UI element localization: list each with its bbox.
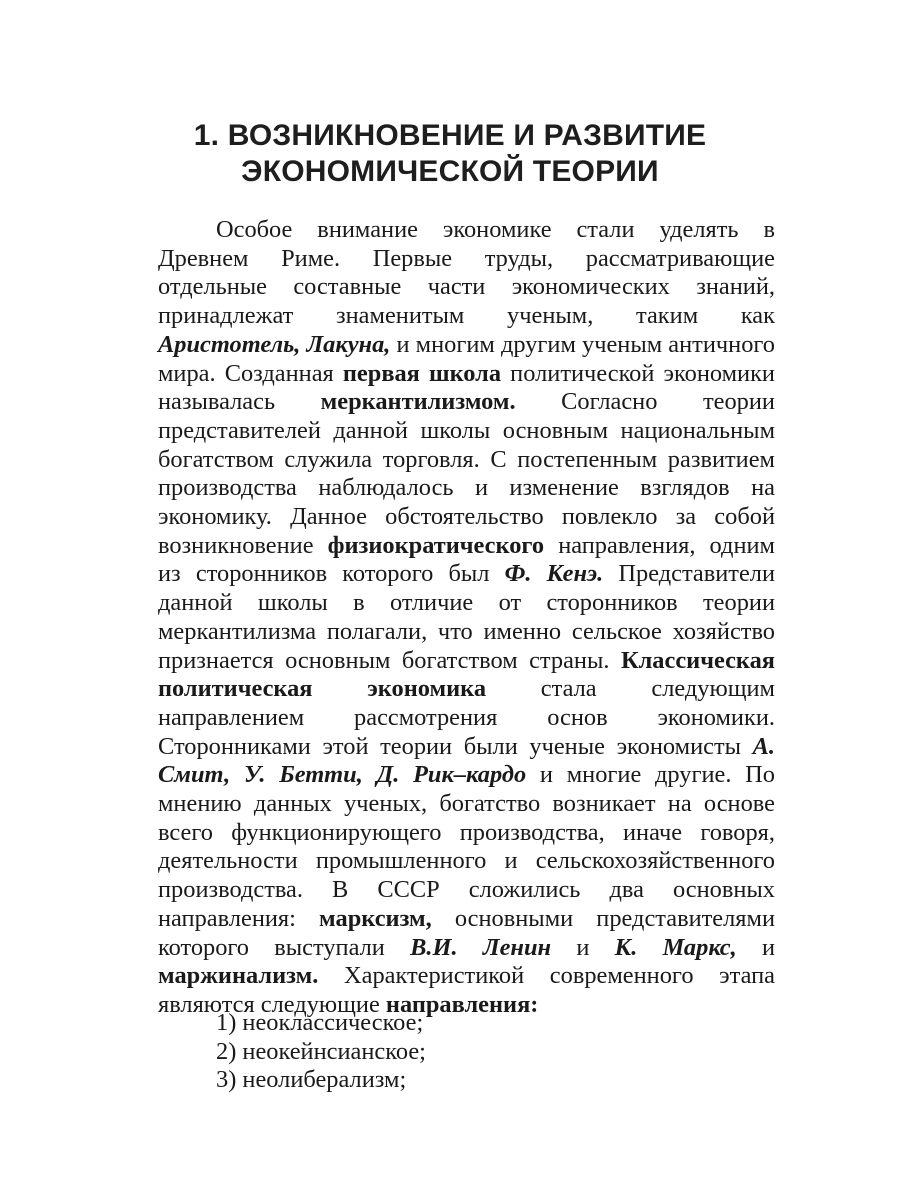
emphasis-term: первая школа	[342, 359, 502, 387]
list-item: 1) неоклассическое;	[216, 1009, 424, 1036]
emphasis-term: направления:	[385, 990, 539, 1018]
emphasis-names: Аристотель, Лакуна,	[158, 330, 391, 358]
emphasis-names: К. Маркс,	[614, 933, 737, 961]
text-run: направления, одним из сторонников которого был	[158, 531, 775, 588]
text-run: стала следующим направлением рассмотрения основ экономики. Сторонниками этой теории были ученые экономисты	[158, 675, 775, 760]
text-run: Представители данной школы в отличие от сторонников теории меркантилизма полагали, что именно сельское хозяйство признается основным богатством страны.	[158, 560, 776, 674]
chapter-title-line-1: 1. ВОЗНИКНОВЕНИЕ И РАЗВИТИЕ	[193, 119, 707, 152]
directions-list	[216, 1009, 426, 1095]
text-run: и многим другим ученым античного мира. Созданная	[158, 330, 775, 387]
main-paragraph	[158, 216, 775, 1020]
list-item: 3) неолиберализм;	[216, 1066, 407, 1094]
emphasis-names: А. Смит, У. Бетти, Д. Рик–кардо	[158, 732, 775, 789]
text-run: и	[736, 933, 776, 961]
text-run: Характеристикой современного этапа являются следующие	[158, 962, 775, 1018]
emphasis-term: марксизм,	[319, 904, 432, 932]
text-run: Особое внимание экономике стали уделять в Древнем Риме. Первые труды, рассматривающие отдельные составные части экономических знаний, принадлежат знаменитым ученым, таким как	[158, 216, 775, 330]
text-run: Согласно теории представителей данной школы основным национальным богатством служила торговля. С постепенным развитием производства наблюдалось и изменение взглядов на экономику. Данное обстоятельство повлекло за собой возникновение	[158, 388, 775, 559]
text-run: политической экономики называлась	[158, 359, 775, 416]
chapter-title	[0, 118, 900, 190]
chapter-title-line-2: ЭКОНОМИЧЕСКОЙ ТЕОРИИ	[241, 155, 659, 188]
body-text	[158, 216, 775, 1020]
emphasis-term: меркантилизмом.	[320, 388, 516, 416]
emphasis-term: Классическая политическая экономика	[158, 646, 775, 703]
emphasis-term: физиократического	[327, 531, 545, 559]
emphasis-names: Ф. Кенэ.	[504, 560, 604, 588]
text-run: основными представителями которого выступали	[158, 904, 775, 961]
emphasis-names: В.И. Ленин	[410, 933, 552, 961]
emphasis-term: маржинализм.	[158, 962, 319, 990]
text-run: и многие другие. По мнению данных ученых, богатство возникает на основе всего функционирующего производства, иначе говоря, деятельности промышленного и сельскохозяйственного производства. В СССР сложились два основных направления:	[158, 761, 775, 932]
text-run: и	[551, 933, 615, 961]
list-item: 2) неокейнсианское;	[216, 1037, 426, 1065]
